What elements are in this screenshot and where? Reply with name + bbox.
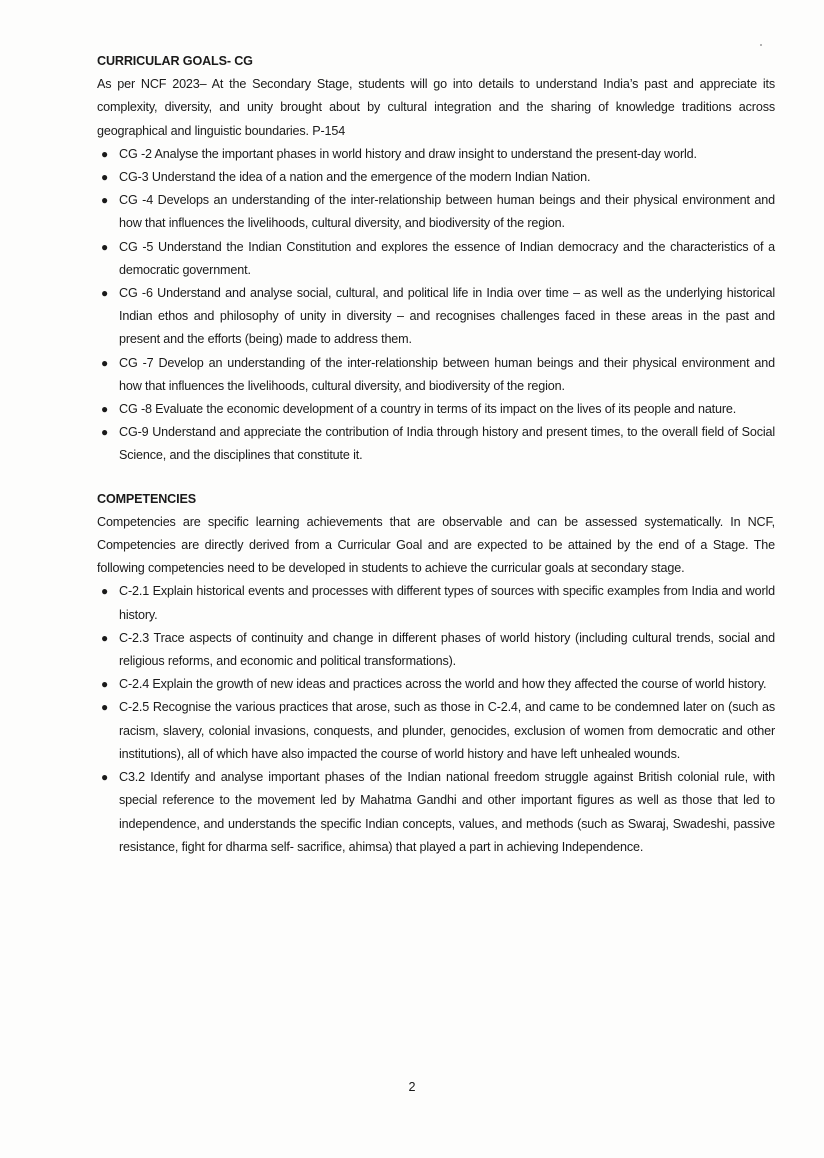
list-item [97, 398, 775, 421]
list-item [97, 673, 775, 696]
scan-speck [760, 44, 762, 46]
list-item [97, 189, 775, 235]
curricular-goals-heading: CURRICULAR GOALS- CG [97, 54, 253, 68]
list-item-text: C-2.4 Explain the growth of new ideas and practices across the world and how they affected the course of world history. [119, 677, 767, 692]
list-item [97, 352, 775, 398]
page-number: 2 [408, 1080, 416, 1094]
competencies-heading: COMPETENCIES [97, 491, 196, 506]
bullet-icon: ● [101, 193, 109, 208]
list-item [97, 143, 775, 166]
list-item-text: C3.2 Identify and analyse important phases of the Indian national freedom struggle against British colonial rule, with special reference to the movement led by Mahatma Gandhi and other important figures as well as those that led to independence, and understands the specific Indian concepts, values, and methods (such as Swaraj, Swadeshi, passive resistance, fight for dharma self- sacrifice, ahimsa) that played a part in achieving Independence. [119, 770, 775, 854]
bullet-icon: ● [101, 170, 109, 185]
bullet-icon: ● [101, 402, 109, 417]
competencies-list [97, 580, 775, 858]
curricular-goals-list [97, 143, 775, 468]
curricular-goals-intro: As per NCF 2023– At the Secondary Stage, students will go into details to understand India’s past and appreciate its complexity, diversity, and unity brought about by cultural integration and the sharing of knowledge traditions across geographical and linguistic boundaries. P-154 [97, 77, 775, 138]
bullet-icon: ● [101, 770, 109, 785]
list-item-text: CG -2 Analyse the important phases in world history and draw insight to understand the present-day world. [119, 146, 697, 161]
bullet-icon: ● [101, 630, 109, 645]
list-item-text: C-2.5 Recognise the various practices that arose, such as those in C-2.4, and came to be condemned later on (such as racism, slavery, colonial invasions, conquests, and plunder, genocides, exclusion of women from democratic and other institutions), all of which have also impacted the course of world history and have left unhealed wounds. [119, 700, 775, 761]
list-item [97, 282, 775, 352]
bullet-icon: ● [101, 239, 109, 254]
list-item-text: CG -8 Evaluate the economic development of a country in terms of its impact on the lives of its people and nature. [119, 402, 737, 417]
competencies-intro: Competencies are specific learning achievements that are observable and can be assessed systematically. In NCF, Competencies are directly derived from a Curricular Goal and are expected to be attained by the end of a Stage. The following competencies need to be developed in students to achieve the curricular goals at secondary stage. [97, 514, 775, 576]
bullet-icon: ● [101, 584, 109, 599]
list-item [97, 766, 775, 859]
bullet-icon: ● [101, 286, 109, 301]
list-item [97, 166, 775, 189]
bullet-icon: ● [101, 146, 109, 161]
list-item-text: CG-3 Understand the idea of a nation and the emergence of the modern Indian Nation. [119, 170, 591, 185]
list-item [97, 421, 775, 467]
list-item [97, 580, 775, 626]
list-item-text: CG -7 Develop an understanding of the inter-relationship between human beings and their physical environment and how that influences the livelihoods, cultural diversity, and biodiversity of the region. [119, 355, 775, 393]
bullet-icon: ● [101, 425, 109, 440]
list-item-text: CG -5 Understand the Indian Constitution and explores the essence of Indian democracy and the characteristics of a democratic government. [119, 239, 775, 277]
bullet-icon: ● [101, 677, 109, 692]
list-item-text: CG-9 Understand and appreciate the contribution of India through history and present times, to the overall field of Social Science, and the disciplines that constitute it. [119, 425, 775, 463]
list-item-text: C-2.1 Explain historical events and processes with different types of sources with specific examples from India and world history. [119, 584, 775, 622]
page-content [97, 50, 775, 859]
bullet-icon: ● [101, 355, 109, 370]
list-item [97, 236, 775, 282]
list-item-text: CG -6 Understand and analyse social, cultural, and political life in India over time – as well as the underlying historical Indian ethos and philosophy of unity in diversity – and recognises challenges faced in these areas in the past and present and the efforts (being) made to address them. [119, 286, 775, 347]
list-item-text: CG -4 Develops an understanding of the inter-relationship between human beings and their physical environment and how that influences the livelihoods, cultural diversity, and biodiversity of the region. [119, 193, 775, 231]
section-spacer [97, 468, 775, 488]
list-item [97, 696, 775, 766]
bullet-icon: ● [101, 700, 109, 715]
list-item-text: C-2.3 Trace aspects of continuity and change in different phases of world history (including cultural trends, social and religious reforms, and economic and political transformations). [119, 630, 775, 669]
list-item [97, 627, 775, 673]
